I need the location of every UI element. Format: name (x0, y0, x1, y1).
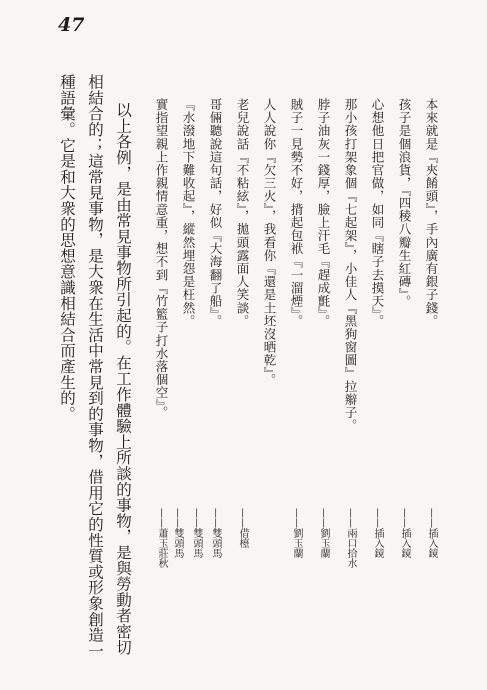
paragraph-line-3: 種語彙。它是和大衆的思想意識相結合而產生的。 (58, 74, 76, 422)
quote-sentence-3: 心想他日把官做，如同『瞎子去摸天』。 (370, 98, 385, 328)
quote-sentence-4: 那小孩打架象個『七起架』，小佳人『黑狗窗圖』拉辮子。 (343, 98, 358, 433)
quote-source-7: ——借檯 (237, 508, 248, 548)
page-number: 47 (58, 14, 85, 36)
quote-source-9: ——雙頭馬 (191, 508, 202, 558)
quote-sentence-9: 哥倆聽說這句話，好似『大海翻了船』。 (208, 98, 223, 328)
quote-sentence-10: 『水潑地下難收起』，縱然埋怨是枉然。 (181, 98, 196, 328)
paragraph-line-2: 相結合的；這常見事物，是大衆在生活中常見到的事物，借用它的性質或形象創造一 (86, 74, 104, 659)
paragraph-line-1: 以上各例，是由常見事物所引起的。在工作體驗上所談的事物，是與勞動者密切 (114, 102, 132, 655)
quote-sentence-5: 脖子油灰一錢厚，臉上汗毛『趕成氈』。 (316, 98, 331, 328)
quote-source-1: ——插入鏡 (426, 508, 437, 558)
quote-sentence-1: 本來就是『夾餚頭』，手內廣有銀子錢。 (424, 98, 439, 328)
quote-sentence-2: 孩子是個浪貨，『四稜八瓣生紅磚』。 (397, 98, 412, 309)
quote-source-4: ——兩口拾水 (345, 508, 356, 568)
quote-source-5: ——劉玉蘭 (318, 508, 329, 558)
quote-sentence-7: 人人說你『欠三火』，我看你『還是土坯沒晒乾』。 (262, 98, 277, 387)
quote-source-8: ——雙頭馬 (210, 508, 221, 558)
quote-source-6: ——劉玉蘭 (291, 508, 302, 558)
quote-sentence-6: 賊子一見勢不好，揹起包袱『一溜煙』。 (289, 98, 304, 328)
quote-source-10: ——雙頭馬 (172, 508, 183, 558)
quote-source-3: ——插入鏡 (372, 508, 383, 558)
quote-source-2: ——插入鏡 (399, 508, 410, 558)
quote-source-11: ——蕭玉莊秋 (156, 508, 167, 568)
quote-sentence-8: 老兒說話『不粘絃』，拋頭露面人笑談。 (235, 98, 250, 328)
quote-sentence-11: 實指望親上作親情意重，想不到『竹籃子打水落個空』。 (154, 98, 169, 420)
